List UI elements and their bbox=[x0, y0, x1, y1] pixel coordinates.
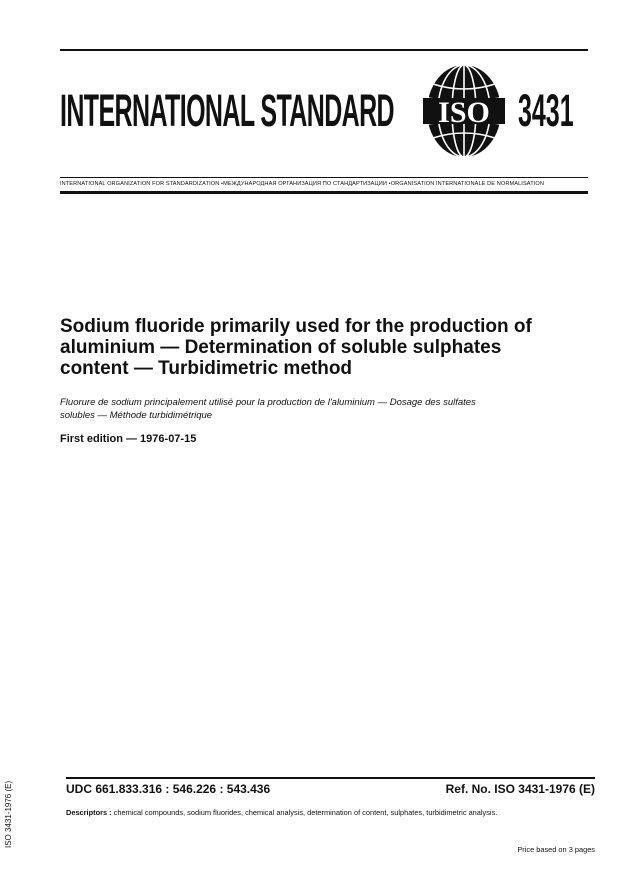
document-title: Sodium fluoride primarily used for the production of aluminium — Determination of soluble sulphates content — Turbidimetric method bbox=[60, 316, 532, 379]
document-type-heading: INTERNATIONAL STANDARD bbox=[60, 86, 395, 137]
org-rule-bottom bbox=[60, 191, 588, 194]
descriptors-list: chemical compounds, sodium fluorides, chemical analysis, determination of content, sulphates, turbidimetric analysis. bbox=[111, 808, 498, 817]
organization-names: INTERNATIONAL ORGANIZATION FOR STANDARDIZATION •МЕЖДУНАРОДНАЯ ОРГАНИЗАЦИЯ ПО СТАНДАРТИЗАЦИИ •ORGANISATION INTERNATIONALE DE NORMALISATION bbox=[60, 181, 544, 187]
descriptors bbox=[66, 808, 497, 817]
french-title: Fluorure de sodium principalement utilisé pour la production de l'aluminium — Dosage des sulfates solubles — Méthode turbidimétrique bbox=[60, 397, 476, 421]
org-rule-top bbox=[60, 177, 588, 178]
price-note: Price based on 3 pages bbox=[517, 845, 595, 854]
logo-text: ISO bbox=[438, 96, 490, 129]
iso-globe-logo bbox=[423, 62, 505, 160]
side-document-code: ISO 3431-1976 (E) bbox=[4, 780, 13, 848]
top-rule bbox=[60, 49, 588, 51]
footer-rule bbox=[66, 777, 595, 779]
descriptors-label: Descriptors : bbox=[66, 808, 112, 817]
reference-number: Ref. No. ISO 3431-1976 (E) bbox=[445, 782, 595, 796]
standard-number: 3431 bbox=[518, 86, 574, 137]
udc-classification: UDC 661.833.316 : 546.226 : 543.436 bbox=[66, 782, 271, 796]
edition-date: First edition — 1976-07-15 bbox=[60, 433, 197, 445]
